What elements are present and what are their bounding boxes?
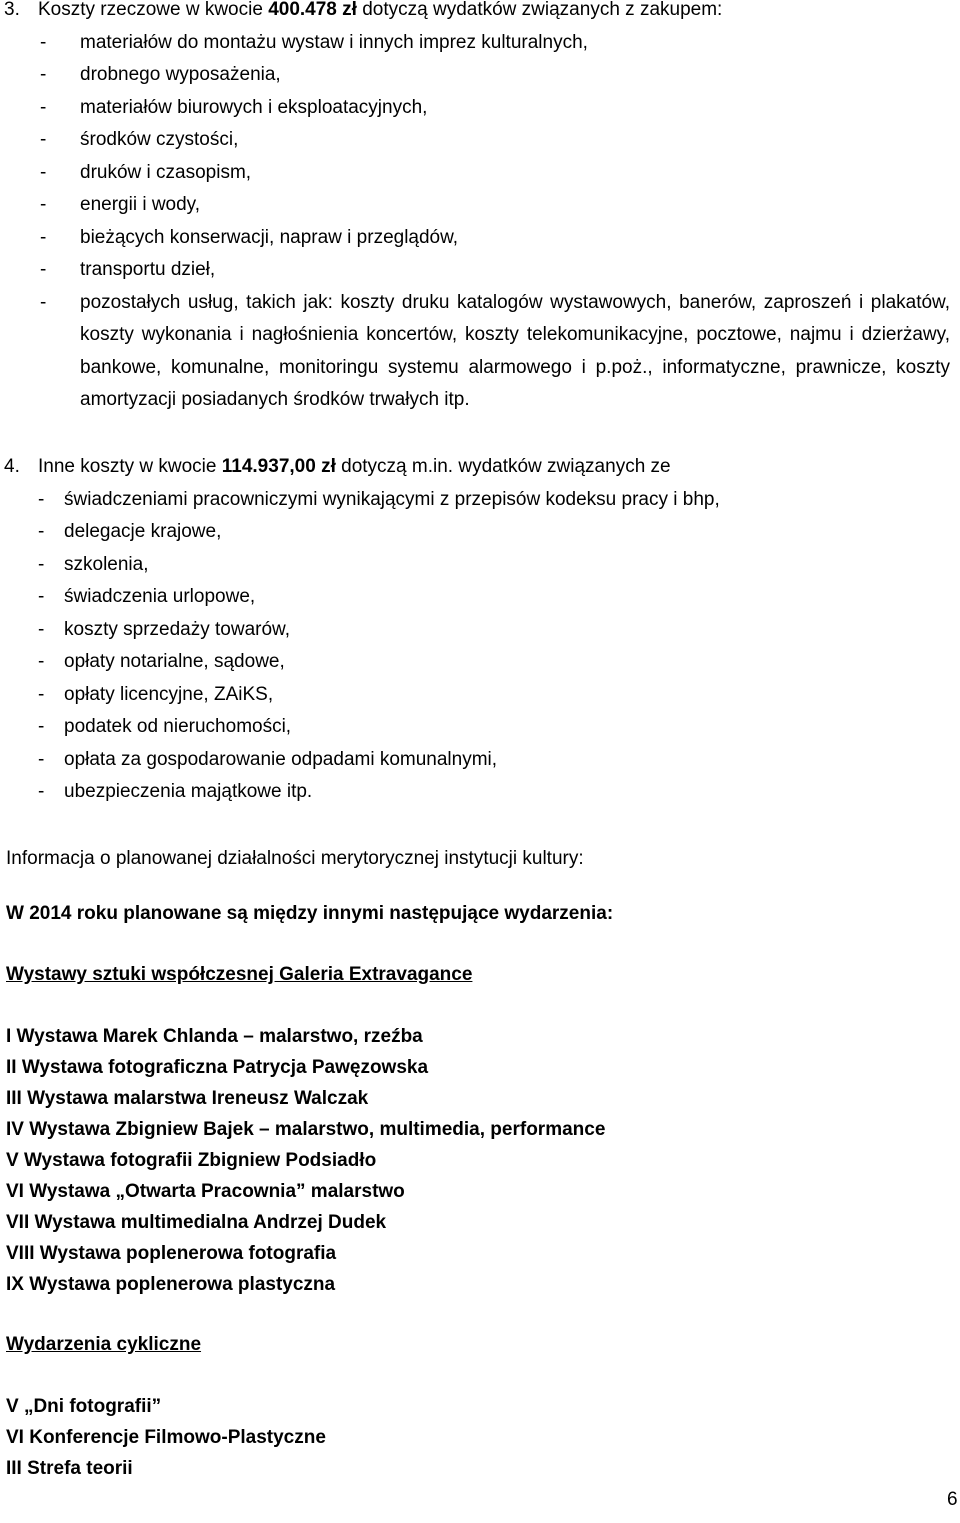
section-4-intro-post: dotyczą m.in. wydatków związanych ze [335,456,671,477]
list-item: - opłaty licencyjne, ZAiKS, [38,683,274,705]
list-item: - pozostałych usług, takich jak: koszty druku katalogów wystawowych, banerów, zaproszeń i plakatów, koszty wykonania i nagłośnienia koncertów, koszty telekomunikacyjne, pocztowe, najmu i dzierżawy, bankowe, komunalne, monitoringu systemu alarmowego i p.poż., informatyczne, prawnicze, koszty amortyzacji posiadanych środków trwałych itp. [40,291,950,410]
exhibition-item: I Wystawa Marek Chlanda – malarstwo, rzeźba [6,1026,423,1047]
gallery-heading: Wystawy sztuki współczesnej Galeria Extravagance [6,964,473,985]
exhibitions-list [6,1021,605,1300]
list-item: - świadczenia urlopowe, [38,586,256,607]
list-item: - energii i wody, [40,194,201,215]
list-item: - szkolenia, [38,553,149,575]
section-3-heading [4,0,954,27]
section-3-intro-post: dotyczą wydatków związanych z zakupem: [356,0,723,20]
list-item: - opłaty notarialne, sądowe, [38,651,285,672]
cyclic-event-item: III Strefa teorii [6,1458,133,1479]
exhibition-item: IX Wystawa poplenerowa plastyczna [6,1274,336,1295]
cyclic-heading: Wydarzenia cykliczne [6,1334,202,1355]
list-item: - ubezpieczenia majątkowe itp. [38,781,313,802]
exhibition-item: V Wystawa fotografii Zbigniew Podsiadło [6,1150,377,1171]
section-4-heading [4,451,954,484]
info-heading: Informacja o planowanej działalności merytorycznej instytucji kultury: [6,848,584,869]
list-item: - druków i czasopism, [40,161,252,183]
exhibition-item: VI Wystawa „Otwarta Pracownia” malarstwo [6,1181,405,1202]
section-3-rzeczowe [4,0,954,417]
section-4-intro-pre: Inne koszty w kwocie [38,456,222,477]
list-item: - świadczeniami pracowniczymi wynikającymi z przepisów kodeksu pracy i bhp, [38,488,720,510]
list-item: - opłata za gospodarowanie odpadami komunalnymi, [38,748,498,770]
exhibition-item: IV Wystawa Zbigniew Bajek – malarstwo, multimedia, performance [6,1119,606,1140]
list-item: - podatek od nieruchomości, [38,716,292,737]
list-item: - środków czystości, [40,129,239,150]
list-item: - bieżących konserwacji, napraw i przeglądów, [40,226,459,248]
plan-heading: W 2014 roku planowane są między innymi następujące wydarzenia: [6,903,614,924]
section-4-amount: 114.937,00 zł [221,456,336,477]
exhibition-item: III Wystawa malarstwa Ireneusz Walczak [6,1088,369,1109]
page-number: 6 [947,1489,958,1510]
list-item: - materiałów biurowych i eksploatacyjnych, [40,96,428,118]
list-item: - koszty sprzedaży towarów, [38,618,290,640]
exhibition-item: VII Wystawa multimedialna Andrzej Dudek [6,1212,387,1233]
section-4-number: 4. [4,456,20,477]
list-item: - delegacje krajowe, [38,521,222,542]
list-item: - materiałów do montażu wystaw i innych imprez kulturalnych, [40,31,588,53]
exhibition-item: II Wystawa fotograficzna Patrycja Pawęzowska [6,1057,429,1078]
section-4-inne [4,451,954,809]
list-item: - drobnego wyposażenia, [40,64,281,85]
cyclic-event-item: VI Konferencje Filmowo-Plastyczne [6,1427,326,1448]
section-3-number: 3. [4,0,20,20]
exhibition-item: VIII Wystawa poplenerowa fotografia [6,1243,337,1264]
cyclic-event-item: V „Dni fotografii” [6,1396,162,1417]
cyclic-events-list [6,1391,326,1484]
list-item: - transportu dzieł, [40,259,216,280]
section-3-amount: 400.478 zł [268,0,357,20]
section-3-intro-pre: Koszty rzeczowe w kwocie [38,0,269,20]
